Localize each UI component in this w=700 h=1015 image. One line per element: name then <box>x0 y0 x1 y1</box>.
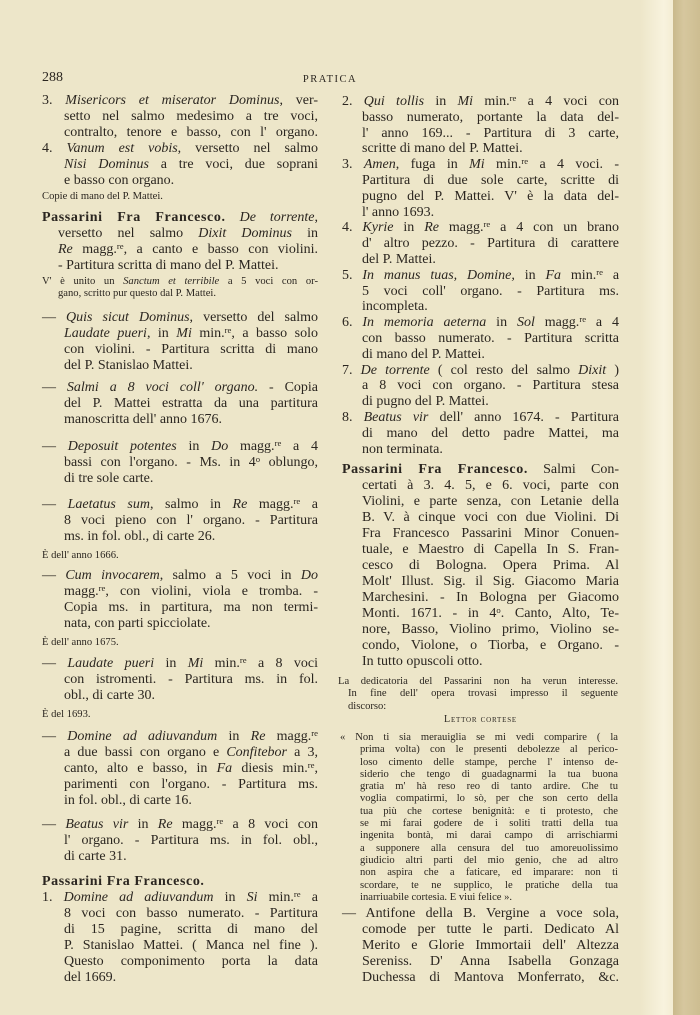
text-line: — Salmi a 8 voci coll' organo. - Copia <box>42 380 319 395</box>
italic-text: Sol <box>516 315 535 331</box>
text-line: 3. Misericors et miserator Dominus, ver- <box>42 93 319 108</box>
note-copie <box>42 191 318 203</box>
text-line: basso numerato, portante la data del- <box>362 109 619 125</box>
text-line: l' anno 169... - Partitura di 3 carte, <box>362 125 619 141</box>
italic-text: Domine ad adiuvandum <box>67 729 218 744</box>
italic-text: Do <box>211 439 229 454</box>
italic-text: Confitebor <box>226 745 287 760</box>
text-line: — Deposuit potentes in Do magg.$^{re}$ a 4 <box>42 438 319 454</box>
text-line: Laudate pueri, in Mi min.$^{re}$, a basso solo <box>64 325 318 341</box>
italic-text: In manus tuas, Domine, <box>362 267 515 283</box>
text-line: Monti. 1671. - in 4$^o$. Canto, Alto, Te- <box>362 605 619 621</box>
text-line: — Beatus vir in Re magg.$^{re}$ a 8 voci con <box>42 816 319 832</box>
text-line: comode per tutte le parti. Dedicato Al <box>362 922 619 937</box>
text-line: a 8 voci con organo. - Partitura stesa <box>362 378 619 394</box>
text-line: del 1669. <box>64 970 117 985</box>
superscript: re <box>224 325 232 336</box>
note-1693 <box>42 709 318 721</box>
text-line: del P. Mattei estratta da una partitura <box>64 396 318 411</box>
text-line: in fol. obl., di carte 16. <box>64 793 192 808</box>
italic-text: Cum invocarem <box>65 568 160 583</box>
text-line: Duchessa di Mantova Monferrato, &c. <box>362 970 619 985</box>
italic-text: Mi <box>469 157 485 173</box>
text-line: In fine dell' opera trovasi impresso il seguente <box>348 688 618 700</box>
italic-text: Laudate pueri <box>67 656 155 671</box>
text-line: 2. Qui tollis in Mi min.$^{re}$ a 4 voci con <box>342 93 620 109</box>
text-line: gratia m' hà reso reo di tanto ardire. Che tu <box>360 781 618 793</box>
text-line: P. Stanislao Mattei. ( Manca nel fine ). <box>64 938 318 953</box>
italic-text: Mi <box>457 94 474 109</box>
bold-heading: Passarini Fra Francesco. <box>342 462 528 477</box>
note-sanctum <box>42 276 318 301</box>
text-line: scritte di mano del P. Mattei. <box>362 141 523 157</box>
superscript: o <box>255 454 261 465</box>
italic-text: Sanctum et terribile <box>123 276 220 287</box>
quote-lettor-cortese <box>340 732 618 904</box>
text-line: Questo componimento porta la data <box>64 954 318 969</box>
text-line: siderio che tengo di guadagnarmi la tua buona <box>360 768 618 780</box>
text-line: nata, con parti spicciolate. <box>64 616 211 631</box>
italic-text: Amen <box>363 157 396 173</box>
italic-text: Si <box>246 890 258 905</box>
text-line: prima volta) con le presenti debolezze al perico- <box>360 744 618 756</box>
text-line: Copie di mano del P. Mattei. <box>42 191 163 202</box>
text-line: non terminata. <box>362 441 443 457</box>
entry-salmi <box>42 380 318 428</box>
text-line: 8 voci pieno con l' organo. - Partitura <box>64 513 318 528</box>
superscript: re <box>216 816 224 827</box>
entry-items-3-4 <box>42 93 318 189</box>
italic-text: Do <box>300 568 318 583</box>
entry-item-1 <box>42 890 318 986</box>
italic-text: Dixit <box>578 362 607 378</box>
text-line: 1. Domine ad adiuvandum in Si min.$^{re}$ a <box>42 889 319 905</box>
text-line: Nisi Dominus a tre voci, due soprani <box>64 157 318 172</box>
text-line: del P. Mattei. <box>362 251 436 267</box>
text-line: contralto, tenore e basso, con l' organo. <box>64 125 318 140</box>
bold-heading: Passarini Fra Francesco. <box>42 874 205 889</box>
text-line: parimenti con l'organo. - Partitura ms. <box>64 777 318 792</box>
text-line: 4. Kyrie in Re magg.$^{re}$ a 4 con un brano <box>342 219 620 236</box>
bold-heading: Passarini Fra Francesco. <box>42 210 226 225</box>
text-line: pugno del P. Mattei. V' è la data del- <box>362 188 619 204</box>
text-line: Passarini Fra Francesco. De torrente, <box>42 210 318 225</box>
text-line: loso cimento delle stampe, perche l' intenso de- <box>360 756 618 768</box>
text-line: gano, scritto pur questo dal P. Mattei. <box>58 288 217 300</box>
superscript: re <box>307 760 315 771</box>
text-line: Violini, e parte senza, con Letanie della <box>362 494 619 509</box>
text-line: Marchesini. - In Bologna per Giacomo <box>362 590 619 605</box>
text-line: — Cum invocarem, salmo a 5 voci in Do <box>42 568 318 583</box>
text-line: È del 1693. <box>42 709 91 720</box>
heading-passarini <box>42 874 318 890</box>
italic-text: Beatus vir <box>363 409 429 425</box>
italic-text: Domine ad adiuvandum <box>63 890 214 905</box>
text-line: certati à 3. 4. 5, e 6. voci, parte con <box>362 478 619 493</box>
text-line: — Antifone della B. Vergine a voce sola, <box>342 906 619 921</box>
italic-text: Vanum est vobis <box>66 141 178 156</box>
italic-text: Nisi Dominus <box>64 157 149 172</box>
italic-text: Re <box>232 497 248 512</box>
superscript: re <box>579 314 587 325</box>
text-line: di mano del P. Mattei. <box>362 346 485 362</box>
superscript: re <box>274 438 282 449</box>
superscript: re <box>483 219 491 230</box>
italic-text: In memoria aeterna <box>362 315 487 331</box>
text-line: condo, Violone, o Tiorba, e Organo. - <box>362 638 619 653</box>
lettor-cortese-heading: Lettor cortese <box>444 714 517 725</box>
text-line: nore, Basso, Violino primo, Violino se- <box>362 622 619 637</box>
italic-text: Laetatus sum <box>67 497 150 512</box>
text-line: Molt' Illust. Sig. il Sig. Giacomo Maria <box>362 574 619 589</box>
text-line: inarriuabile cortesia. E viui felice ». <box>360 891 513 903</box>
superscript: re <box>509 93 517 104</box>
entry-cum-invocarem <box>42 568 318 632</box>
note-1666 <box>42 550 318 562</box>
text-line: 4. Vanum est vobis, versetto nel salmo <box>42 141 318 156</box>
entry-laetatus <box>42 497 318 545</box>
italic-text: De torrente <box>360 362 430 378</box>
italic-text: Re <box>58 242 73 257</box>
superscript: re <box>596 266 603 277</box>
text-line: canto, alto e basso, in Fa diesis min.$^{re}$, <box>64 760 318 776</box>
superscript: re <box>116 241 124 252</box>
text-line: setto nel salmo medesimo a tre voci, <box>64 109 318 124</box>
entry-quis-sicut <box>42 310 318 374</box>
text-line: ms. in fol. obl., di carte 26. <box>64 529 216 544</box>
running-title: PRATICA <box>302 74 358 85</box>
italic-text: Re <box>250 729 266 744</box>
superscript: re <box>293 889 301 900</box>
text-line: Copia ms. in partitura, ma non termi- <box>64 600 318 615</box>
text-line: La dedicatoria del Passarini non ha verun interesse. <box>338 676 618 687</box>
text-line: non aspira che a faticare, ed imparare: non ti <box>360 867 618 879</box>
italic-text: Salmi a 8 voci coll' organo. <box>66 380 259 395</box>
entry-laudate-pueri <box>42 656 318 704</box>
italic-text: Re <box>157 817 173 832</box>
text-line: con istromenti. - Partitura ms. in fol. <box>64 672 318 687</box>
text-line: — Laudate pueri in Mi min.$^{re}$ a 8 voci <box>42 655 318 671</box>
text-line: magg.$^{re}$, con violini, viola e tromba. - <box>64 583 318 599</box>
italic-text: Fa <box>216 761 233 776</box>
text-line: e basso con organo. <box>64 173 175 188</box>
note-1675 <box>42 637 318 649</box>
page-edge-highlight <box>640 0 674 1015</box>
text-line: B. V. à cinque voci con due Violini. Di <box>362 510 619 525</box>
entry-deposuit <box>42 439 318 487</box>
text-line: — Quis sicut Dominus, versetto del salmo <box>42 310 318 325</box>
text-line: d' altro pezzo. - Partitura di carattere <box>362 236 619 252</box>
text-line: È dell' anno 1666. <box>42 550 119 561</box>
text-line: di 15 pagine, scritta di mano del <box>64 922 318 937</box>
entry-items-2-8 <box>342 94 619 457</box>
text-line: l' anno 1693. <box>362 204 435 220</box>
text-line: con basso numerato. - Partitura scritta <box>362 330 619 346</box>
text-line: Partitura di due sole carte, scritte di <box>362 172 619 188</box>
text-line: versetto nel salmo Dixit Dominus in <box>58 226 318 241</box>
text-line: del P. Stanislao Mattei. <box>64 358 193 373</box>
text-line: voglia compatirmi, lo sò, per che son certo della <box>360 793 618 805</box>
text-line: di tre sole carte. <box>64 471 154 486</box>
text-line: Passarini Fra Francesco. Salmi Con- <box>342 462 619 477</box>
entry-beatus-vir <box>42 817 318 865</box>
text-line: scordare, te ne supplico, le pratiche della tua <box>360 879 618 891</box>
superscript: re <box>239 655 247 666</box>
text-line: 8 voci con basso numerato. - Partitura <box>64 906 318 921</box>
note-dedicatoria <box>338 676 618 713</box>
superscript: re <box>311 728 319 739</box>
entry-passarini-salmi-concertati <box>342 462 619 670</box>
italic-text: Quis sicut Dominus <box>66 310 190 325</box>
italic-text: Dixit Dominus <box>198 226 292 241</box>
text-line: — Domine ad adiuvandum in Re magg.$^{re}$ <box>42 728 319 744</box>
text-line: giudicio altri parti del mio genio, che ad altro <box>360 854 618 866</box>
text-line: obl., di carte 30. <box>64 688 155 703</box>
text-line: Merito e Glorie Immortaii dell' Altezza <box>362 938 619 953</box>
text-line: 7. De torrente ( col resto del salmo Dixit ) <box>342 362 619 378</box>
italic-text: Re <box>424 220 439 236</box>
superscript: re <box>98 583 106 594</box>
italic-text: De torrente <box>239 210 315 225</box>
text-line: manoscritta dell' anno 1676. <box>64 412 223 427</box>
italic-text: Misericors et miserator Dominus <box>65 93 280 108</box>
text-line: ingenita bontà, mi darai campo di arrischiarmi <box>360 830 618 842</box>
text-line: 5 voci coll' organo. - Partitura ms. <box>362 283 619 299</box>
text-line: di pugno del P. Mattei. <box>362 394 489 410</box>
text-line: a supponere alla censura del tuo amoreuolissimo <box>360 842 618 854</box>
text-line <box>42 874 318 890</box>
italic-text: Mi <box>176 326 192 341</box>
text-line: 3. Amen, fuga in Mi min.$^{re}$ a 4 voci. - <box>342 156 620 173</box>
page-number: 288 <box>42 70 63 85</box>
text-line: se mi farai godere de i soliti tratti della tua <box>360 818 618 830</box>
text-line: 5. In manus tuas, Domine, in Fa min.$^{re}$ a <box>342 266 620 283</box>
text-line: Re magg.$^{re}$, a canto e basso con violini. <box>58 241 318 257</box>
superscript: o <box>496 605 501 616</box>
text-line: l' organo. - Partitura ms. in fol. obl., <box>64 833 318 848</box>
italic-text: Beatus vir <box>65 817 129 832</box>
text-line: È dell' anno 1675. <box>42 637 119 648</box>
text-line: 6. In memoria aeterna in Sol magg.$^{re}$ a 4 <box>342 314 620 331</box>
italic-text: Qui tollis <box>363 94 425 109</box>
entry-domine-ad-adiuvandum <box>42 729 318 809</box>
italic-text: Deposuit potentes <box>67 439 177 454</box>
text-line: bassi con l'organo. - Ms. in 4$^o$ oblungo, <box>64 454 319 470</box>
entry-passarini-de-torrente <box>42 210 318 274</box>
italic-text: Laudate pueri <box>64 326 147 341</box>
text-line: discorso: <box>348 700 387 712</box>
entry-antifone <box>342 906 619 986</box>
text-line: tuale, e Maestro di Capella In S. Fran- <box>362 542 619 557</box>
text-line: a due bassi con organo e Confitebor a 3, <box>64 745 318 760</box>
italic-text: Mi <box>187 656 204 671</box>
text-line: — Laetatus sum, salmo in Re magg.$^{re}$ a <box>42 496 319 512</box>
text-line: Fra Francesco Passarini Minor Conuen- <box>362 526 619 541</box>
italic-text: Fa <box>545 267 562 283</box>
text-line: di carte 31. <box>64 849 127 864</box>
book-gutter <box>673 0 700 1015</box>
text-line: 8. Beatus vir dell' anno 1674. - Partitura <box>342 409 619 425</box>
text-line: cesco di Bologna. Opera Prima. Al <box>362 558 619 573</box>
text-line: tua più che cortese benignità: e ti protesto, che <box>360 805 618 817</box>
text-line: « Non ti sia merauiglia se mi vedi comparire ( la <box>340 732 618 743</box>
text-line: con violini. - Partitura scritta di mano <box>64 342 318 357</box>
text-line: - Partitura scritta di mano del P. Mattei. <box>58 258 279 273</box>
superscript: re <box>521 156 529 167</box>
text-line: di mano del detto padre Mattei, ma <box>362 425 619 441</box>
text-line: V' è unito un Sanctum et terribile a 5 voci con or- <box>42 276 318 287</box>
text-line: In tutto opuscoli otto. <box>362 654 483 669</box>
italic-text: Kyrie <box>362 220 394 236</box>
superscript: re <box>293 496 301 507</box>
text-line: incompleta. <box>362 299 428 315</box>
text-line: Sereniss. D' Anna Isabella Gonzaga <box>362 954 619 969</box>
